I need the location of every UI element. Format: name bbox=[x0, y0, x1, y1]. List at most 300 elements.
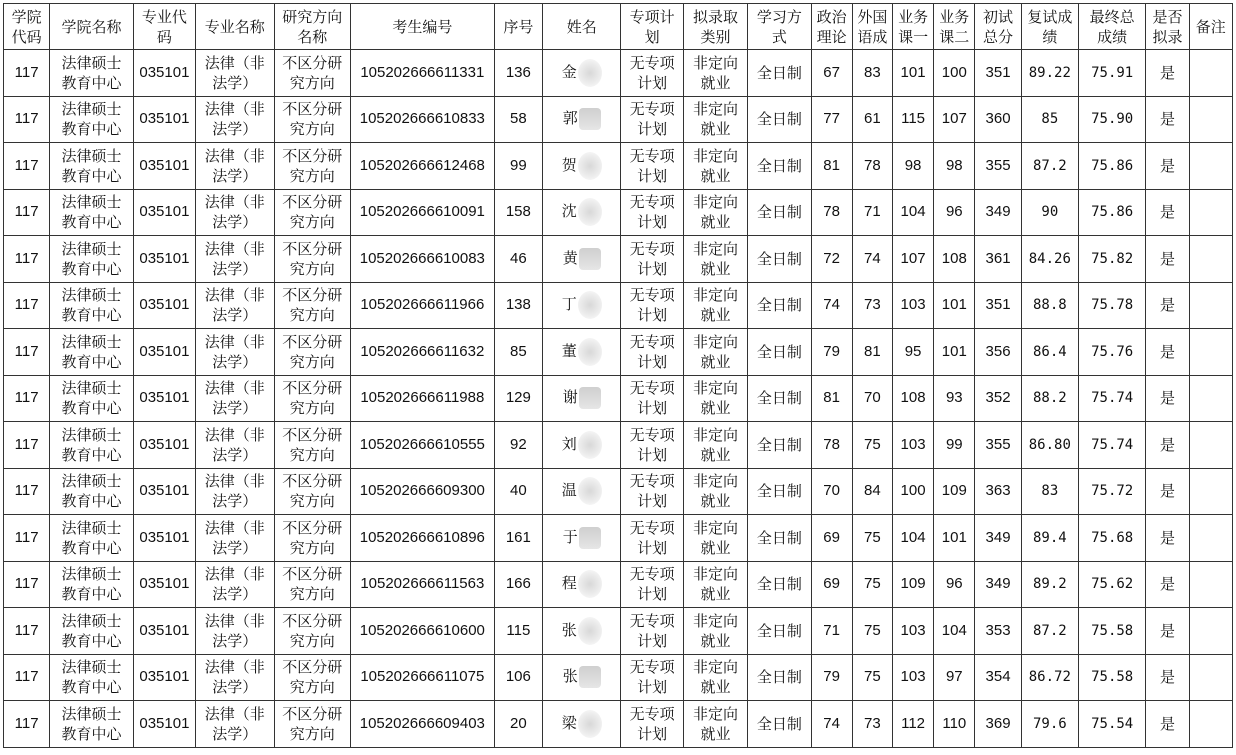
admit-type-line2: 就业 bbox=[700, 73, 731, 92]
college-name-line1: 法律硕士 bbox=[61, 379, 122, 398]
college-name-line1: 法律硕士 bbox=[61, 611, 122, 630]
header-subject2-line2: 课二 bbox=[939, 27, 970, 46]
admit-type-line2: 就业 bbox=[700, 213, 731, 232]
header-study-line2: 式 bbox=[771, 27, 787, 46]
initial-total-cell: 361 bbox=[975, 236, 1021, 283]
table-row bbox=[4, 189, 1233, 236]
college-name-cell bbox=[50, 329, 133, 376]
college-name-cell bbox=[50, 189, 133, 236]
initial-total-cell: 352 bbox=[975, 375, 1021, 422]
redaction-blur bbox=[578, 338, 602, 366]
retest-score-cell: 87.2 bbox=[1021, 143, 1078, 190]
research-line2: 究方向 bbox=[289, 120, 335, 139]
name-cell bbox=[543, 236, 621, 283]
special-plan-cell bbox=[621, 422, 683, 469]
special-plan-line2: 计划 bbox=[637, 445, 668, 464]
admit-type-line1: 非定向 bbox=[692, 379, 738, 398]
major-code-cell: 035101 bbox=[133, 375, 195, 422]
remark-cell bbox=[1189, 96, 1232, 143]
study-mode-cell: 全日制 bbox=[748, 282, 811, 329]
major-name-line1: 法律（非 bbox=[204, 332, 265, 351]
major-name-cell bbox=[196, 329, 274, 376]
name-cell bbox=[543, 422, 621, 469]
subject1-cell: 98 bbox=[892, 143, 933, 190]
college-code-cell: 117 bbox=[4, 608, 50, 655]
research-direction-cell bbox=[274, 561, 350, 608]
remark-cell bbox=[1189, 329, 1232, 376]
header-college-name: 学院名称 bbox=[50, 4, 133, 50]
candidate-name: 刘 bbox=[561, 434, 577, 453]
header-retest-line2: 绩 bbox=[1042, 27, 1058, 46]
research-line2: 究方向 bbox=[289, 399, 335, 418]
research-line1: 不区分研 bbox=[282, 286, 343, 305]
subject1-cell: 103 bbox=[892, 654, 933, 701]
header-special-line1: 专项计 bbox=[629, 7, 675, 26]
header-subject2 bbox=[934, 4, 975, 50]
admitted-cell: 是 bbox=[1146, 143, 1189, 190]
major-code-cell: 035101 bbox=[133, 143, 195, 190]
admit-type-line2: 就业 bbox=[700, 445, 731, 464]
candidate-name: 温 bbox=[561, 481, 577, 500]
final-score-cell: 75.74 bbox=[1078, 422, 1145, 469]
name-cell bbox=[543, 515, 621, 562]
admit-type-cell bbox=[683, 468, 747, 515]
politics-cell: 74 bbox=[811, 701, 852, 748]
admit-type-line2: 就业 bbox=[700, 678, 731, 697]
name-cell bbox=[543, 143, 621, 190]
college-name-line2: 教育中心 bbox=[61, 445, 122, 464]
header-initial-total bbox=[975, 4, 1021, 50]
admit-type-cell bbox=[683, 422, 747, 469]
redaction-blur bbox=[579, 108, 601, 130]
exam-id-cell: 105202666611563 bbox=[350, 561, 494, 608]
admit-type-line1: 非定向 bbox=[692, 239, 738, 258]
research-direction-cell bbox=[274, 468, 350, 515]
special-plan-cell bbox=[621, 236, 683, 283]
research-direction-cell bbox=[274, 422, 350, 469]
header-subject1 bbox=[892, 4, 933, 50]
special-plan-line1: 无专项 bbox=[629, 611, 675, 630]
table-row bbox=[4, 329, 1233, 376]
header-admit-line2: 类别 bbox=[700, 27, 731, 46]
college-name-line1: 法律硕士 bbox=[61, 658, 122, 677]
subject2-cell: 101 bbox=[934, 515, 975, 562]
initial-total-cell: 351 bbox=[975, 282, 1021, 329]
major-name-cell bbox=[196, 608, 274, 655]
subject2-cell: 93 bbox=[934, 375, 975, 422]
college-name-line2: 教育中心 bbox=[61, 399, 122, 418]
foreign-lang-cell: 81 bbox=[852, 329, 892, 376]
admit-type-line2: 就业 bbox=[700, 399, 731, 418]
college-code-cell: 117 bbox=[4, 515, 50, 562]
special-plan-line1: 无专项 bbox=[629, 193, 675, 212]
research-line2: 究方向 bbox=[289, 492, 335, 511]
college-name-cell bbox=[50, 701, 133, 748]
major-name-cell bbox=[196, 375, 274, 422]
candidate-name: 程 bbox=[561, 574, 577, 593]
college-name-line1: 法律硕士 bbox=[61, 286, 122, 305]
research-direction-cell bbox=[274, 329, 350, 376]
college-name-line1: 法律硕士 bbox=[61, 146, 122, 165]
initial-total-cell: 360 bbox=[975, 96, 1021, 143]
seq-cell: 20 bbox=[494, 701, 542, 748]
final-score-cell: 75.72 bbox=[1078, 468, 1145, 515]
special-plan-line2: 计划 bbox=[637, 724, 668, 743]
retest-score-cell: 89.4 bbox=[1021, 515, 1078, 562]
admit-type-line2: 就业 bbox=[700, 724, 731, 743]
name-cell bbox=[543, 701, 621, 748]
foreign-lang-cell: 75 bbox=[852, 608, 892, 655]
college-name-cell bbox=[50, 50, 133, 97]
major-code-cell: 035101 bbox=[133, 329, 195, 376]
seq-cell: 85 bbox=[494, 329, 542, 376]
study-mode-cell: 全日制 bbox=[748, 654, 811, 701]
admit-type-cell bbox=[683, 50, 747, 97]
final-score-cell: 75.86 bbox=[1078, 189, 1145, 236]
college-name-line1: 法律硕士 bbox=[61, 53, 122, 72]
special-plan-line2: 计划 bbox=[637, 585, 668, 604]
seq-cell: 58 bbox=[494, 96, 542, 143]
admit-type-cell bbox=[683, 143, 747, 190]
final-score-cell: 75.86 bbox=[1078, 143, 1145, 190]
candidate-name: 谢 bbox=[562, 388, 578, 407]
special-plan-cell bbox=[621, 654, 683, 701]
politics-cell: 72 bbox=[811, 236, 852, 283]
header-admitted-line2: 拟录 bbox=[1152, 27, 1183, 46]
admitted-cell: 是 bbox=[1146, 329, 1189, 376]
admit-type-cell bbox=[683, 375, 747, 422]
admit-type-line1: 非定向 bbox=[692, 286, 738, 305]
college-name-line1: 法律硕士 bbox=[61, 425, 122, 444]
major-code-cell: 035101 bbox=[133, 282, 195, 329]
redaction-blur bbox=[579, 387, 601, 409]
redaction-blur bbox=[579, 248, 601, 270]
research-line2: 究方向 bbox=[289, 306, 335, 325]
table-row bbox=[4, 468, 1233, 515]
header-remark: 备注 bbox=[1189, 4, 1232, 50]
special-plan-line1: 无专项 bbox=[629, 379, 675, 398]
retest-score-cell: 87.2 bbox=[1021, 608, 1078, 655]
major-name-cell bbox=[196, 422, 274, 469]
seq-cell: 129 bbox=[494, 375, 542, 422]
foreign-lang-cell: 75 bbox=[852, 561, 892, 608]
politics-cell: 70 bbox=[811, 468, 852, 515]
header-research-direction bbox=[274, 4, 350, 50]
admit-type-cell bbox=[683, 236, 747, 283]
college-name-line2: 教育中心 bbox=[61, 678, 122, 697]
major-name-line1: 法律（非 bbox=[204, 239, 265, 258]
college-name-line2: 教育中心 bbox=[61, 306, 122, 325]
special-plan-cell bbox=[621, 96, 683, 143]
research-line1: 不区分研 bbox=[282, 379, 343, 398]
header-college-code-line2: 代码 bbox=[11, 27, 42, 46]
header-major-name: 专业名称 bbox=[196, 4, 274, 50]
special-plan-cell bbox=[621, 329, 683, 376]
table-row bbox=[4, 701, 1233, 748]
candidate-name: 沈 bbox=[561, 202, 577, 221]
subject1-cell: 95 bbox=[892, 329, 933, 376]
subject2-cell: 101 bbox=[934, 329, 975, 376]
remark-cell bbox=[1189, 50, 1232, 97]
college-name-line2: 教育中心 bbox=[61, 585, 122, 604]
header-college-code-line1: 学院 bbox=[11, 7, 42, 26]
research-line1: 不区分研 bbox=[282, 239, 343, 258]
research-line2: 究方向 bbox=[289, 445, 335, 464]
seq-cell: 166 bbox=[494, 561, 542, 608]
special-plan-cell bbox=[621, 515, 683, 562]
special-plan-cell bbox=[621, 189, 683, 236]
table-row bbox=[4, 515, 1233, 562]
politics-cell: 69 bbox=[811, 561, 852, 608]
retest-score-cell: 89.22 bbox=[1021, 50, 1078, 97]
redaction-blur bbox=[578, 291, 602, 319]
research-line2: 究方向 bbox=[289, 678, 335, 697]
research-direction-cell bbox=[274, 515, 350, 562]
study-mode-cell: 全日制 bbox=[748, 515, 811, 562]
major-name-line2: 法学） bbox=[212, 213, 258, 232]
candidate-name: 丁 bbox=[561, 295, 577, 314]
special-plan-line2: 计划 bbox=[637, 306, 668, 325]
exam-id-cell: 105202666610600 bbox=[350, 608, 494, 655]
college-code-cell: 117 bbox=[4, 654, 50, 701]
college-name-line2: 教育中心 bbox=[61, 166, 122, 185]
exam-id-cell: 105202666611966 bbox=[350, 282, 494, 329]
politics-cell: 81 bbox=[811, 143, 852, 190]
header-politics-line1: 政治 bbox=[816, 7, 847, 26]
retest-score-cell: 86.72 bbox=[1021, 654, 1078, 701]
foreign-lang-cell: 74 bbox=[852, 236, 892, 283]
table-header bbox=[4, 4, 1233, 50]
header-major-code-line2: 码 bbox=[156, 27, 172, 46]
major-name-line1: 法律（非 bbox=[204, 379, 265, 398]
college-name-line2: 教育中心 bbox=[61, 73, 122, 92]
research-line2: 究方向 bbox=[289, 631, 335, 650]
college-name-line2: 教育中心 bbox=[61, 538, 122, 557]
foreign-lang-cell: 75 bbox=[852, 422, 892, 469]
admitted-cell: 是 bbox=[1146, 468, 1189, 515]
foreign-lang-cell: 84 bbox=[852, 468, 892, 515]
retest-score-cell: 88.2 bbox=[1021, 375, 1078, 422]
initial-total-cell: 351 bbox=[975, 50, 1021, 97]
special-plan-line1: 无专项 bbox=[629, 658, 675, 677]
header-major-code bbox=[133, 4, 195, 50]
special-plan-line2: 计划 bbox=[637, 213, 668, 232]
header-exam-id: 考生编号 bbox=[350, 4, 494, 50]
subject1-cell: 108 bbox=[892, 375, 933, 422]
candidate-name: 梁 bbox=[561, 713, 577, 732]
subject1-cell: 103 bbox=[892, 282, 933, 329]
college-name-line2: 教育中心 bbox=[61, 120, 122, 139]
major-code-cell: 035101 bbox=[133, 50, 195, 97]
admit-type-line2: 就业 bbox=[700, 166, 731, 185]
major-name-cell bbox=[196, 96, 274, 143]
table-row bbox=[4, 375, 1233, 422]
subject2-cell: 107 bbox=[934, 96, 975, 143]
table-row bbox=[4, 96, 1233, 143]
header-seq: 序号 bbox=[494, 4, 542, 50]
remark-cell bbox=[1189, 515, 1232, 562]
major-name-line1: 法律（非 bbox=[204, 286, 265, 305]
research-line1: 不区分研 bbox=[282, 472, 343, 491]
redaction-blur bbox=[578, 570, 602, 598]
research-line1: 不区分研 bbox=[282, 518, 343, 537]
subject2-cell: 99 bbox=[934, 422, 975, 469]
remark-cell bbox=[1189, 422, 1232, 469]
name-cell bbox=[543, 608, 621, 655]
table-row bbox=[4, 608, 1233, 655]
college-name-cell bbox=[50, 515, 133, 562]
header-final-line1: 最终总 bbox=[1089, 7, 1135, 26]
special-plan-line1: 无专项 bbox=[629, 53, 675, 72]
retest-score-cell: 86.4 bbox=[1021, 329, 1078, 376]
exam-id-cell: 105202666609403 bbox=[350, 701, 494, 748]
special-plan-cell bbox=[621, 282, 683, 329]
subject1-cell: 109 bbox=[892, 561, 933, 608]
name-cell bbox=[543, 329, 621, 376]
politics-cell: 78 bbox=[811, 422, 852, 469]
header-total-line2: 总分 bbox=[983, 27, 1014, 46]
exam-id-cell: 105202666611632 bbox=[350, 329, 494, 376]
subject1-cell: 103 bbox=[892, 608, 933, 655]
study-mode-cell: 全日制 bbox=[748, 329, 811, 376]
special-plan-cell bbox=[621, 608, 683, 655]
college-code-cell: 117 bbox=[4, 143, 50, 190]
admitted-cell: 是 bbox=[1146, 515, 1189, 562]
header-subject1-line2: 课一 bbox=[898, 27, 929, 46]
seq-cell: 138 bbox=[494, 282, 542, 329]
special-plan-line1: 无专项 bbox=[629, 100, 675, 119]
seq-cell: 46 bbox=[494, 236, 542, 283]
college-code-cell: 117 bbox=[4, 329, 50, 376]
college-name-line1: 法律硕士 bbox=[61, 704, 122, 723]
admit-type-line2: 就业 bbox=[700, 631, 731, 650]
initial-total-cell: 355 bbox=[975, 422, 1021, 469]
remark-cell bbox=[1189, 143, 1232, 190]
final-score-cell: 75.91 bbox=[1078, 50, 1145, 97]
special-plan-line2: 计划 bbox=[637, 259, 668, 278]
college-name-line1: 法律硕士 bbox=[61, 518, 122, 537]
foreign-lang-cell: 73 bbox=[852, 701, 892, 748]
politics-cell: 74 bbox=[811, 282, 852, 329]
politics-cell: 71 bbox=[811, 608, 852, 655]
special-plan-line2: 计划 bbox=[637, 538, 668, 557]
college-code-cell: 117 bbox=[4, 96, 50, 143]
initial-total-cell: 349 bbox=[975, 515, 1021, 562]
table-row bbox=[4, 236, 1233, 283]
major-name-cell bbox=[196, 515, 274, 562]
initial-total-cell: 353 bbox=[975, 608, 1021, 655]
study-mode-cell: 全日制 bbox=[748, 701, 811, 748]
header-major-code-line1: 专业代 bbox=[141, 7, 187, 26]
special-plan-line1: 无专项 bbox=[629, 286, 675, 305]
college-code-cell: 117 bbox=[4, 236, 50, 283]
admit-type-cell bbox=[683, 561, 747, 608]
politics-cell: 78 bbox=[811, 189, 852, 236]
major-name-line1: 法律（非 bbox=[204, 100, 265, 119]
retest-score-cell: 86.80 bbox=[1021, 422, 1078, 469]
subject1-cell: 104 bbox=[892, 515, 933, 562]
candidate-name: 董 bbox=[561, 341, 577, 360]
major-name-cell bbox=[196, 654, 274, 701]
special-plan-line2: 计划 bbox=[637, 678, 668, 697]
redaction-blur bbox=[578, 198, 602, 226]
candidate-name: 郭 bbox=[562, 109, 578, 128]
college-name-cell bbox=[50, 143, 133, 190]
header-retest-score bbox=[1021, 4, 1078, 50]
foreign-lang-cell: 83 bbox=[852, 50, 892, 97]
major-code-cell: 035101 bbox=[133, 189, 195, 236]
research-line1: 不区分研 bbox=[282, 611, 343, 630]
college-name-cell bbox=[50, 561, 133, 608]
major-name-line1: 法律（非 bbox=[204, 146, 265, 165]
exam-id-cell: 105202666610896 bbox=[350, 515, 494, 562]
admitted-cell: 是 bbox=[1146, 375, 1189, 422]
header-final-score bbox=[1078, 4, 1145, 50]
research-line2: 究方向 bbox=[289, 259, 335, 278]
research-line1: 不区分研 bbox=[282, 332, 343, 351]
retest-score-cell: 85 bbox=[1021, 96, 1078, 143]
seq-cell: 158 bbox=[494, 189, 542, 236]
exam-id-cell: 105202666609300 bbox=[350, 468, 494, 515]
remark-cell bbox=[1189, 468, 1232, 515]
retest-score-cell: 89.2 bbox=[1021, 561, 1078, 608]
exam-id-cell: 105202666611988 bbox=[350, 375, 494, 422]
college-name-cell bbox=[50, 236, 133, 283]
admit-type-cell bbox=[683, 189, 747, 236]
admit-type-line2: 就业 bbox=[700, 538, 731, 557]
table-row bbox=[4, 143, 1233, 190]
foreign-lang-cell: 78 bbox=[852, 143, 892, 190]
initial-total-cell: 356 bbox=[975, 329, 1021, 376]
redaction-blur bbox=[578, 477, 602, 505]
research-direction-cell bbox=[274, 50, 350, 97]
research-line2: 究方向 bbox=[289, 724, 335, 743]
college-code-cell: 117 bbox=[4, 561, 50, 608]
foreign-lang-cell: 70 bbox=[852, 375, 892, 422]
header-admit-line1: 拟录取 bbox=[692, 7, 738, 26]
college-code-cell: 117 bbox=[4, 701, 50, 748]
subject1-cell: 115 bbox=[892, 96, 933, 143]
final-score-cell: 75.68 bbox=[1078, 515, 1145, 562]
college-name-line1: 法律硕士 bbox=[61, 472, 122, 491]
header-row bbox=[4, 4, 1233, 50]
exam-id-cell: 105202666610091 bbox=[350, 189, 494, 236]
redaction-blur bbox=[578, 431, 602, 459]
special-plan-line2: 计划 bbox=[637, 631, 668, 650]
study-mode-cell: 全日制 bbox=[748, 50, 811, 97]
special-plan-line2: 计划 bbox=[637, 352, 668, 371]
remark-cell bbox=[1189, 561, 1232, 608]
research-line1: 不区分研 bbox=[282, 100, 343, 119]
foreign-lang-cell: 75 bbox=[852, 515, 892, 562]
candidate-name: 金 bbox=[561, 62, 577, 81]
seq-cell: 99 bbox=[494, 143, 542, 190]
college-name-line1: 法律硕士 bbox=[61, 332, 122, 351]
study-mode-cell: 全日制 bbox=[748, 375, 811, 422]
name-cell bbox=[543, 96, 621, 143]
header-subject1-line1: 业务 bbox=[898, 7, 929, 26]
initial-total-cell: 363 bbox=[975, 468, 1021, 515]
name-cell bbox=[543, 468, 621, 515]
name-cell bbox=[543, 375, 621, 422]
college-code-cell: 117 bbox=[4, 282, 50, 329]
major-name-line1: 法律（非 bbox=[204, 472, 265, 491]
header-politics-line2: 理论 bbox=[816, 27, 847, 46]
name-cell bbox=[543, 282, 621, 329]
special-plan-line1: 无专项 bbox=[629, 472, 675, 491]
header-special-plan bbox=[621, 4, 683, 50]
seq-cell: 115 bbox=[494, 608, 542, 655]
